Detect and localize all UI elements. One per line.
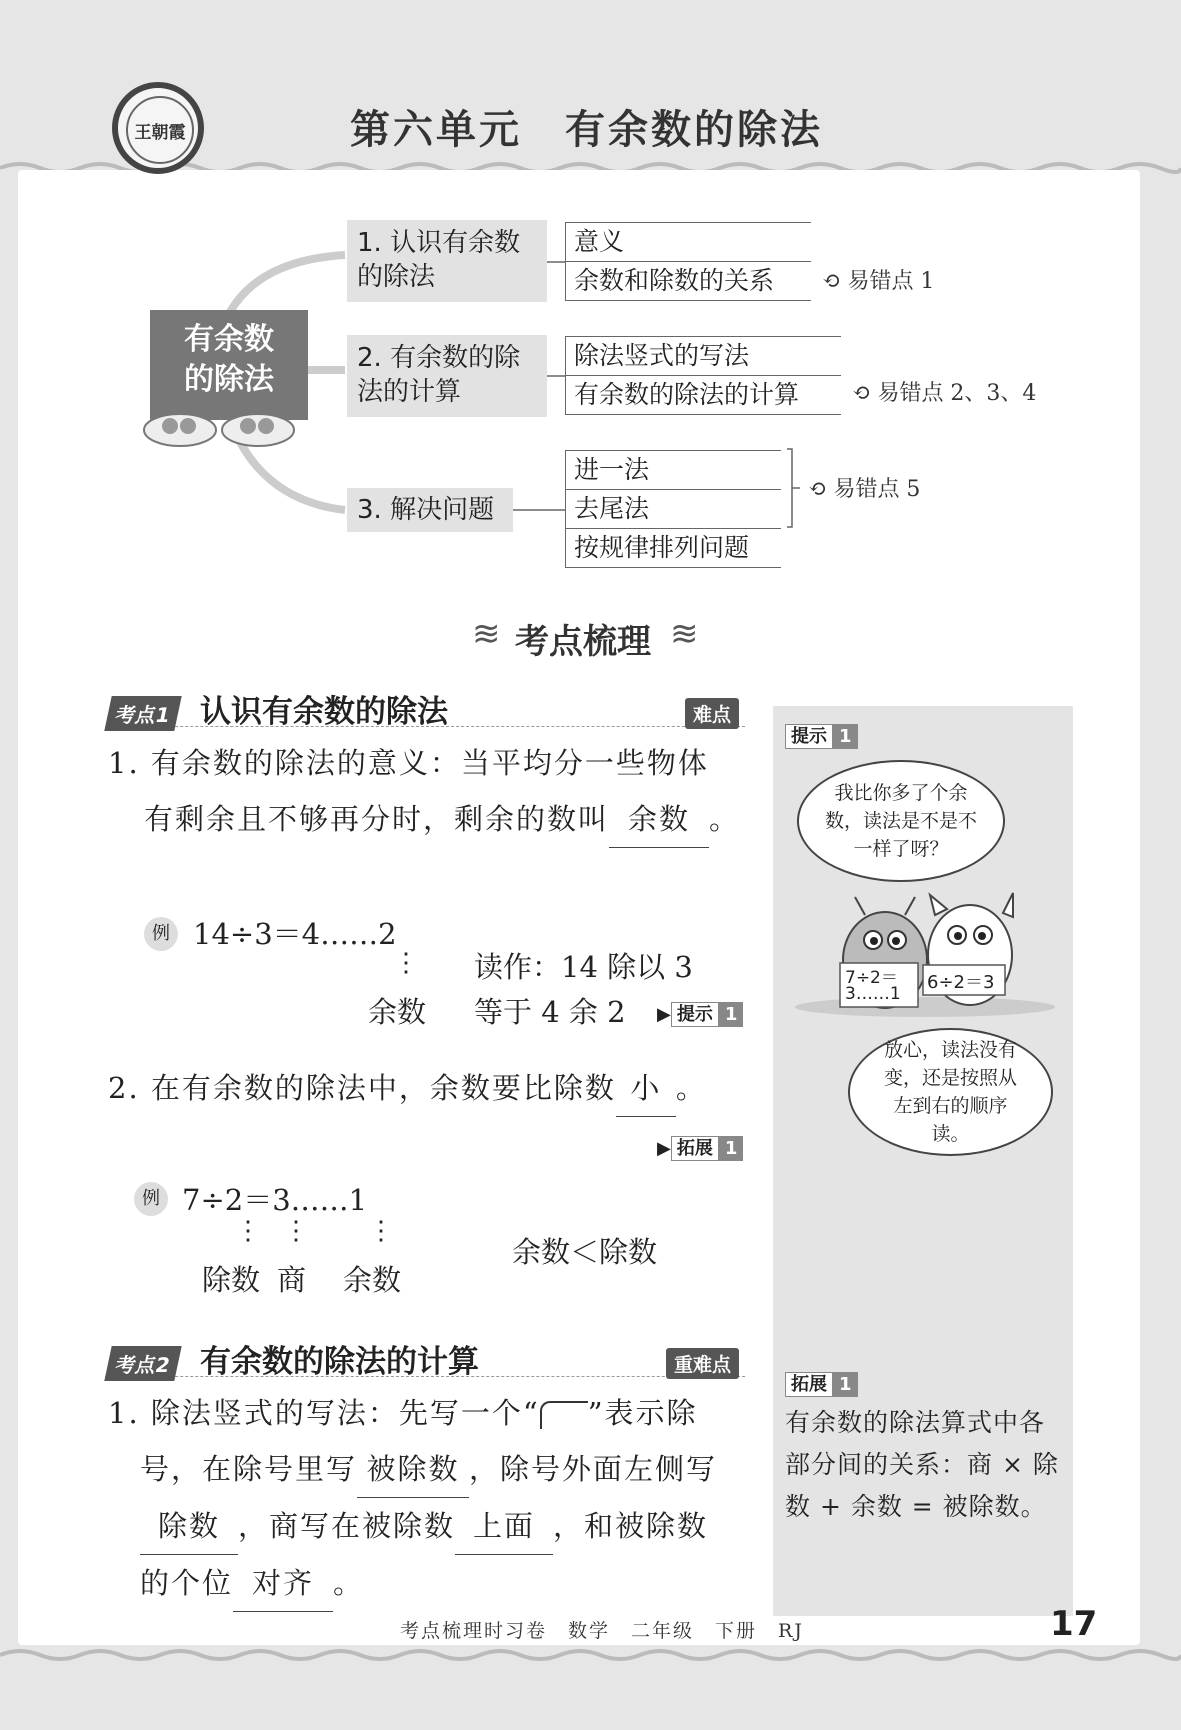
board-right: 6÷2＝3	[927, 972, 995, 993]
sidebar-ext-text: 有余数的除法算式中各部分间的关系：商 × 除数 + 余数 = 被除数。	[785, 1408, 1059, 1521]
ext-ref-1[interactable]: ▶ 拓展 1	[657, 1134, 743, 1160]
example1-label: 例	[144, 917, 178, 951]
curl-arrow-icon: ⟲	[852, 381, 878, 406]
kaodian1-tag: 考点1	[104, 696, 181, 731]
kaodian2-difficulty: 重难点	[666, 1348, 739, 1379]
sidebar-hint-tag: 提示 1	[785, 722, 858, 748]
error-note-3: ⟲ 易错点 5	[808, 477, 921, 502]
item2-blank-answer: 小	[616, 1060, 676, 1117]
leaf-meaning: 意义	[566, 223, 811, 262]
kaodian2-tag: 考点2	[104, 1346, 181, 1381]
wave-left-icon: ≋	[472, 614, 501, 654]
example1-equation: 14÷3＝4……2	[193, 917, 397, 951]
kaodian1-difficulty: 难点	[685, 698, 739, 729]
sidebar-ext-tag: 拓展 1	[785, 1370, 858, 1396]
kaodian1-title: 认识有余数的除法	[200, 694, 448, 730]
leaf-remainder-divisor: 余数和除数的关系	[566, 262, 811, 301]
play-arrow-icon: ▶	[657, 1138, 671, 1159]
speech-bubble-1: 我比你多了个余数，读法是不是不一样了呀？	[797, 760, 1005, 882]
kaodian2-item1	[108, 1385, 768, 1612]
item1-line-b: 有剩余且不够再分时，剩余的数叫 余数 。	[108, 791, 758, 848]
leaf-calculation: 有余数的除法的计算	[566, 376, 841, 415]
k2-line2: 号，在除号里写 被除数 ，除号外面左侧写	[108, 1441, 768, 1498]
blank-dividend: 被除数	[357, 1441, 469, 1498]
example2-remainder: 余数	[343, 1263, 402, 1297]
example2-equation: 7÷2＝3……1	[182, 1183, 368, 1217]
kaodian1-item2: 2. 在有余数的除法中，余数要比除数 小 。	[108, 1060, 707, 1117]
example2-dot-3: ⋮	[368, 1216, 394, 1246]
example2-divisor: 除数	[202, 1263, 261, 1297]
example1-read-as-a: 读作：14 除以 3	[474, 950, 693, 984]
kaodian1-item1	[108, 735, 758, 848]
example1-read-as-b: 等于 4 余 2	[474, 995, 626, 1029]
hint-ref-1[interactable]: ▶ 提示 1	[657, 1000, 743, 1026]
blank-divisor: 除数	[140, 1498, 238, 1555]
mindmap-root-label: 有余数的除法	[184, 322, 274, 397]
example2-dot-1: ⋮	[235, 1216, 261, 1246]
kaodian2-title: 有余数的除法的计算	[200, 1344, 479, 1380]
branch-3-leaves	[565, 450, 781, 568]
example1-remainder-label: 余数	[368, 995, 427, 1029]
page-number: 17	[1050, 1604, 1098, 1644]
example2-dot-2: ⋮	[283, 1216, 309, 1246]
branch-1-label: 1. 认识有余数的除法	[357, 228, 521, 292]
item1-blank-answer: 余数	[609, 791, 709, 848]
curl-arrow-icon: ⟲	[808, 477, 834, 502]
wave-right-icon: ≋	[670, 614, 699, 654]
example2-label: 例	[134, 1182, 168, 1216]
example2-quotient: 商	[277, 1263, 307, 1297]
section-title: 考点梳理	[515, 622, 651, 662]
branch-2-label: 2. 有余数的除法的计算	[357, 343, 521, 407]
k2-line4: 的个位 对齐 。	[108, 1555, 768, 1612]
blank-above: 上面	[455, 1498, 553, 1555]
logo-text: 王朝霞	[126, 96, 194, 164]
branch-1-leaves	[565, 222, 811, 301]
branch-3-label: 3. 解决问题	[357, 495, 495, 525]
leaf-pattern: 按规律排列问题	[566, 529, 781, 568]
plates-icon	[140, 408, 320, 448]
board-left-line-a: 7÷2＝	[845, 968, 898, 988]
footer-text: 考点梳理时习卷 数学 二年级 下册 RJ	[400, 1620, 804, 1642]
error-note-2: ⟲ 易错点 2、3、4	[852, 381, 1037, 406]
example2-relation: 余数＜除数	[512, 1235, 658, 1269]
leaf-vertical-form: 除法竖式的写法	[566, 337, 841, 376]
monsters-illustration	[785, 885, 1065, 1020]
mindmap-root	[150, 310, 308, 420]
blank-align: 对齐	[233, 1555, 333, 1612]
board-left-line-b: 3……1	[845, 984, 901, 1004]
branch-3	[347, 488, 513, 532]
branch-1	[347, 220, 547, 302]
k2-line3: 除数 ，商写在被除数 上面 ，和被除数	[108, 1498, 768, 1555]
error-note-1: ⟲ 易错点 1	[822, 269, 935, 294]
play-arrow-icon: ▶	[657, 1004, 671, 1025]
k2-line1: 1. 除法竖式的写法：先写一个“ ”表示除	[108, 1396, 698, 1430]
curl-arrow-icon: ⟲	[822, 269, 848, 294]
leaf-round-up: 进一法	[566, 451, 781, 490]
branch-2-leaves	[565, 336, 841, 415]
unit-title: 第六单元 有余数的除法	[350, 107, 823, 153]
division-bracket-icon	[540, 1401, 588, 1429]
item1-line-a: 1. 有余数的除法的意义：当平均分一些物体	[108, 746, 709, 780]
branch-2	[347, 335, 547, 417]
speech-bubble-2: 放心，读法没有变，还是按照从左到右的顺序读。	[848, 1028, 1053, 1156]
example1-dots: ⋮	[393, 948, 419, 978]
leaf-round-down: 去尾法	[566, 490, 781, 529]
